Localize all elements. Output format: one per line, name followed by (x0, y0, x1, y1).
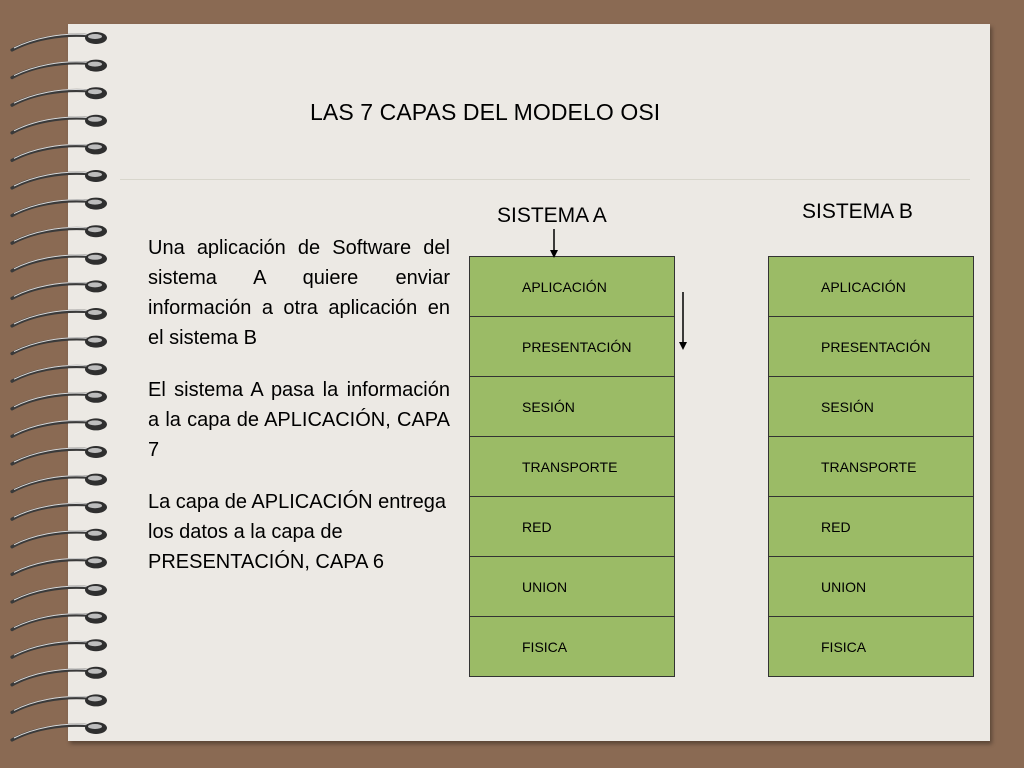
layer-box (768, 617, 974, 677)
layer-box (768, 317, 974, 377)
layer-box (469, 437, 675, 497)
binding-coil-icon (12, 694, 107, 712)
binding-coil-icon (12, 336, 107, 354)
binding-coil-icon (12, 584, 107, 602)
binding-coil-icon (12, 363, 107, 381)
binding-coil-icon (12, 253, 107, 271)
layer-label: UNION (821, 579, 867, 595)
paragraph: La capa de APLICACIÓN entrega los datos a la capa de PRESENTACIÓN, CAPA 6 (148, 491, 446, 573)
binding-coil-icon (12, 446, 107, 464)
layer-label: PRESENTACIÓN (522, 339, 632, 355)
layer-box (768, 437, 974, 497)
layer-label: APLICACIÓN (522, 279, 607, 295)
binding-coil-icon (12, 529, 107, 547)
binding-coil-icon (12, 142, 107, 160)
binding-coil-icon (12, 418, 107, 436)
layer-box (768, 557, 974, 617)
binding-coil-icon (12, 32, 107, 50)
binding-coil-icon (12, 474, 107, 492)
paragraph: Una aplicación de Software del sistema A quiere enviar información a otra aplicación en el sistema B (148, 237, 450, 349)
layer-box (768, 377, 974, 437)
binding-coil-icon (12, 391, 107, 409)
description-text (148, 233, 450, 599)
spiral-binding-icon (0, 8, 120, 758)
system-b-stack (768, 256, 974, 677)
layer-label: TRANSPORTE (522, 459, 618, 475)
binding-coil-icon (12, 170, 107, 188)
layer-label: RED (821, 519, 851, 535)
binding-coil-icon (12, 667, 107, 685)
layer-label: FISICA (522, 639, 568, 655)
layer-label: PRESENTACIÓN (821, 339, 931, 355)
layer-label: APLICACIÓN (821, 279, 906, 295)
system-b-label: SISTEMA B (802, 200, 913, 223)
layer-label: TRANSPORTE (821, 459, 917, 475)
binding-coil-icon (12, 225, 107, 243)
layer-box (469, 497, 675, 557)
layer-box (469, 377, 675, 437)
binding-coil-icon (12, 308, 107, 326)
binding-coil-icon (12, 87, 107, 105)
binding-coil-icon (12, 722, 107, 740)
page-title: LAS 7 CAPAS DEL MODELO OSI (310, 99, 661, 125)
paragraph: El sistema A pasa la información a la capa de APLICACIÓN, CAPA 7 (148, 379, 450, 461)
binding-coil-icon (12, 501, 107, 519)
system-a-label: SISTEMA A (497, 204, 607, 227)
layer-label: FISICA (821, 639, 867, 655)
layer-box (768, 257, 974, 317)
layer-label: UNION (522, 579, 568, 595)
layer-box (469, 617, 675, 677)
layer-box (768, 497, 974, 557)
binding-coil-icon (12, 198, 107, 216)
flow-arrows (540, 226, 700, 356)
layer-label: RED (522, 519, 552, 535)
binding-coil-icon (12, 115, 107, 133)
binding-coil-icon (12, 639, 107, 657)
layer-label: SESIÓN (821, 399, 874, 415)
layer-label: SESIÓN (522, 399, 575, 415)
binding-coil-icon (12, 612, 107, 630)
layer-box (469, 557, 675, 617)
binding-coil-icon (12, 280, 107, 298)
binding-coil-icon (12, 556, 107, 574)
binding-coil-icon (12, 60, 107, 78)
divider (120, 179, 970, 180)
